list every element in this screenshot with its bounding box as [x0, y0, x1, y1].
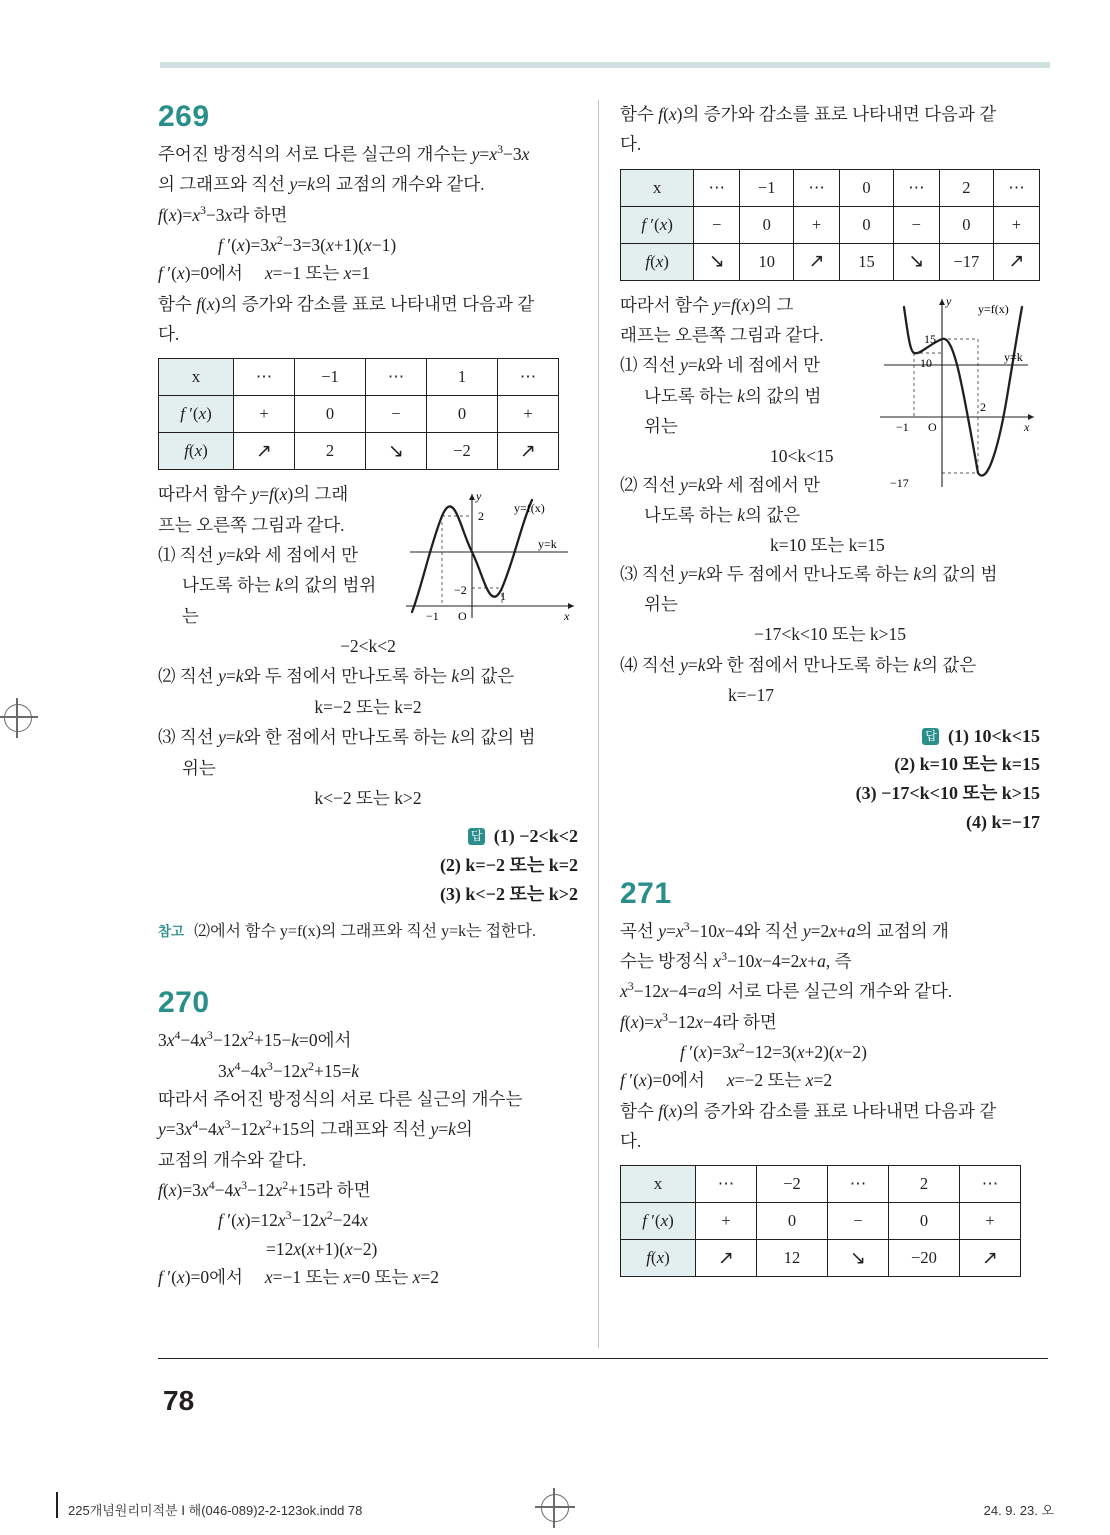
- cell: ⋯: [498, 359, 559, 396]
- svg-text:10: 10: [920, 355, 932, 370]
- p269-eq-item2: k=−2 또는 k=2: [314, 696, 422, 717]
- p269-item1b: 나도록 하는 k의 값의 범위: [182, 575, 377, 596]
- answer-row-270-2: [620, 750, 1040, 779]
- p269-item3b: 위는: [182, 757, 216, 778]
- cell: ⋯: [234, 359, 295, 396]
- cell: 0: [427, 396, 498, 433]
- p269-after1: 따라서 함수 y=f(x)의 그래: [158, 484, 349, 505]
- p270-line5: $f(x)=3x^4-4x^3-12x^2+15$라 하면: [158, 1178, 371, 1200]
- table-row: [621, 206, 1040, 243]
- answer-row-269-2: [158, 851, 578, 880]
- p270-line1: $3x^4-4x^3-12x^2+15-k=0$에서: [158, 1028, 352, 1051]
- table-row: [621, 1166, 1021, 1203]
- cell: 10: [740, 243, 794, 280]
- p269-eq-item3: k<−2 또는 k>2: [314, 787, 422, 808]
- cell: −1: [295, 359, 366, 396]
- answer-row-270-1: [620, 722, 1040, 751]
- p271-line5: f ′(x)=0에서 x=−2 또는 x=2: [620, 1070, 833, 1091]
- note-tag: 참고: [158, 923, 185, 939]
- cell: ⋯: [960, 1166, 1021, 1203]
- row-label-x: x: [621, 1166, 696, 1203]
- cell: ↘: [694, 243, 740, 280]
- answer-badge-icon: 답: [922, 728, 939, 745]
- p269-item1c: 는: [182, 605, 199, 626]
- table-row: [621, 1203, 1021, 1240]
- answer-row-270-4: [620, 808, 1040, 837]
- table-row: [621, 243, 1040, 280]
- cell: −17: [939, 243, 993, 280]
- p270-eq-item4: k=−17: [728, 685, 774, 706]
- cell: ⋯: [893, 169, 939, 206]
- cell: 0: [840, 169, 894, 206]
- table-row: [621, 169, 1040, 206]
- row-label-fprime: f ′(x): [159, 396, 234, 433]
- p269-eq1: f $'(x)=3x^2-3=3(x+1)(x-1)$: [218, 233, 397, 256]
- graph-269: [396, 486, 586, 631]
- cell: 2: [939, 169, 993, 206]
- footer-rule: [158, 1358, 1048, 1359]
- table-271: [620, 1165, 1021, 1277]
- svg-text:−17: −17: [890, 475, 909, 490]
- cell: −: [694, 206, 740, 243]
- cell: +: [498, 396, 559, 433]
- cell: ↘: [366, 433, 427, 470]
- table-row: [621, 1240, 1021, 1277]
- p269-eq-item1: −2<k<2: [340, 636, 396, 657]
- p270-item1: ⑴ 직선 y=k와 네 점에서 만: [620, 355, 821, 376]
- p270-eq-item1: 10<k<15: [770, 446, 834, 467]
- svg-text:y=k: y=k: [538, 537, 557, 552]
- cell: 0: [889, 1203, 960, 1240]
- p270-item1c: 위는: [644, 416, 678, 437]
- cell: ↗: [234, 433, 295, 470]
- p270-eq2: f $'(x)=12x^3-12x^2-24x$: [218, 1208, 368, 1231]
- table-270: [620, 169, 1040, 281]
- row-label-x: x: [621, 169, 694, 206]
- graph-270: [858, 291, 1048, 506]
- footer-filename: 225개념원리미적분 Ⅰ 해(046-089)2-2-123ok.indd 78: [68, 1503, 363, 1518]
- p269-line2: 의 그래프와 직선 y=k의 교점의 개수와 같다.: [158, 174, 485, 195]
- cell: ↘: [893, 243, 939, 280]
- cell: +: [794, 206, 840, 243]
- answer-text: (4) k=−17: [965, 811, 1040, 832]
- registration-mark-bottom: [541, 1494, 569, 1522]
- cell: 0: [740, 206, 794, 243]
- p269-item3: ⑶ 직선 y=k와 한 점에서 만나도록 하는 k의 값의 범: [158, 727, 536, 748]
- right-column: [620, 100, 1040, 1287]
- problem-number-271: 271: [620, 876, 672, 910]
- cell: +: [993, 206, 1039, 243]
- cell: −2: [427, 433, 498, 470]
- p270-eq-item3: −17<k<10 또는 k>15: [753, 624, 907, 645]
- cell: −20: [889, 1240, 960, 1277]
- svg-text:2: 2: [478, 509, 484, 524]
- problem-number-270: 270: [158, 986, 210, 1020]
- cell: ⋯: [696, 1166, 757, 1203]
- svg-text:2: 2: [980, 399, 986, 414]
- p270-line4: 교점의 개수와 같다.: [158, 1149, 307, 1170]
- answer-badge-icon: 답: [468, 828, 485, 845]
- cell: ↗: [993, 243, 1039, 280]
- svg-text:−2: −2: [454, 583, 467, 598]
- registration-mark-left: [4, 704, 32, 732]
- cell: ⋯: [828, 1166, 889, 1203]
- p271-line1: 곡선 $y=x^3-10x-4$와 직선 y=2x+a의 교점의 개: [620, 918, 949, 941]
- cell: 12: [757, 1240, 828, 1277]
- p270-item3: ⑶ 직선 y=k와 두 점에서 만나도록 하는 k의 값의 범: [620, 563, 998, 584]
- p269-line5: 함수 f(x)의 증가와 감소를 표로 나타내면 다음과 같: [158, 293, 535, 314]
- svg-text:y=f(x): y=f(x): [514, 501, 545, 516]
- p271-line2: 수는 방정식 $x^3-10x-4=2x+a$, 즉: [620, 949, 852, 972]
- cell: 0: [939, 206, 993, 243]
- cell: −1: [740, 169, 794, 206]
- p270-eq-item2: k=10 또는 k=15: [770, 535, 885, 556]
- table-269: [158, 358, 559, 470]
- answer-row-270-3: [620, 779, 1040, 808]
- p270-item3b: 위는: [644, 594, 678, 615]
- cell: −2: [757, 1166, 828, 1203]
- problem-number-269: 269: [158, 100, 210, 133]
- svg-text:y: y: [946, 293, 952, 308]
- p271-line7: 다.: [620, 1131, 642, 1152]
- p269-line1: 주어진 방정식의 서로 다른 실근의 개수는 $y=x^3-3x$: [158, 142, 530, 164]
- svg-text:y: y: [476, 489, 482, 504]
- p269-line6: 다.: [158, 324, 180, 345]
- cell: −: [366, 396, 427, 433]
- cell: ⋯: [366, 359, 427, 396]
- footer-date: 24. 9. 23. 오: [983, 1503, 1054, 1518]
- svg-text:O: O: [458, 609, 467, 624]
- header-rule: [160, 62, 1050, 68]
- left-column: [158, 100, 578, 1293]
- p270-item2b: 나도록 하는 k의 값은: [644, 505, 801, 526]
- answer-text: (2) k=10 또는 k=15: [894, 754, 1040, 775]
- svg-text:1: 1: [500, 589, 506, 604]
- p271-line3: $x^3-12x-4=a$의 서로 다른 실근의 개수와 같다.: [620, 979, 953, 1002]
- cell: 0: [757, 1203, 828, 1240]
- svg-text:−1: −1: [426, 609, 439, 624]
- cell: ↘: [828, 1240, 889, 1277]
- p271-line6: 함수 f(x)의 증가와 감소를 표로 나타내면 다음과 같: [620, 1100, 997, 1121]
- p270-item4: ⑷ 직선 y=k와 한 점에서 만나도록 하는 k의 값은: [620, 654, 977, 675]
- cell: 2: [295, 433, 366, 470]
- cell: ↗: [960, 1240, 1021, 1277]
- p270-item2: ⑵ 직선 y=k와 세 점에서 만: [620, 474, 821, 495]
- answer-row-269-3: [158, 880, 578, 909]
- page-number: 78: [163, 1385, 195, 1416]
- p271-eq1: f $'(x)=3x^2-12=3(x+2)(x-2)$: [680, 1040, 867, 1063]
- cell: 0: [840, 206, 894, 243]
- row-label-fprime: f ′(x): [621, 1203, 696, 1240]
- cell: 1: [427, 359, 498, 396]
- p269-line4: f ′(x)=0에서 x=−1 또는 x=1: [158, 263, 371, 284]
- p269-item1: ⑴ 직선 y=k와 세 점에서 만: [158, 545, 359, 566]
- svg-text:y=k: y=k: [1004, 349, 1023, 364]
- cell: −: [828, 1203, 889, 1240]
- answer-text: (1) −2<k<2: [493, 826, 578, 847]
- p270-line2: 따라서 주어진 방정식의 서로 다른 실근의 개수는: [158, 1088, 523, 1109]
- svg-text:15: 15: [924, 331, 936, 346]
- answer-text: (3) −17<k<10 또는 k>15: [855, 783, 1040, 804]
- p270-line8: 다.: [620, 134, 642, 155]
- cell: ⋯: [794, 169, 840, 206]
- answer-text: (3) k<−2 또는 k>2: [439, 883, 578, 904]
- table-row: [159, 396, 559, 433]
- cell: ⋯: [993, 169, 1039, 206]
- p270-after2: 래프는 오른쪽 그림과 같다.: [620, 325, 824, 346]
- cell: 15: [840, 243, 894, 280]
- cell: +: [234, 396, 295, 433]
- row-label-x: x: [159, 359, 234, 396]
- row-label-f: f(x): [621, 243, 694, 280]
- cell: 2: [889, 1166, 960, 1203]
- p270-item1b: 나도록 하는 k의 값의 범: [644, 385, 822, 406]
- p269-after2: 프는 오른쪽 그림과 같다.: [158, 514, 345, 535]
- row-label-fprime: f ′(x): [621, 206, 694, 243]
- p270-eq1: $3x^4-4x^3-12x^2+15=k$: [218, 1058, 359, 1081]
- cell: +: [960, 1203, 1021, 1240]
- svg-text:x: x: [1024, 419, 1030, 434]
- answer-row-269-1: [158, 822, 578, 851]
- column-divider: [598, 100, 599, 1348]
- cell: 0: [295, 396, 366, 433]
- footer-bar: [56, 1492, 58, 1518]
- answer-text: (1) 10<k<15: [947, 725, 1040, 746]
- svg-text:y=f(x): y=f(x): [978, 301, 1009, 316]
- row-label-f: f(x): [621, 1240, 696, 1277]
- svg-text:O: O: [928, 419, 937, 434]
- p270-after1: 따라서 함수 y=f(x)의 그: [620, 294, 794, 315]
- cell: −: [893, 206, 939, 243]
- p269-line3: $f(x)=x^3-3x$라 하면: [158, 202, 288, 225]
- svg-text:x: x: [564, 609, 570, 624]
- p270-eq3: =12x(x+1)(x−2): [266, 1238, 378, 1259]
- cell: ↗: [794, 243, 840, 280]
- cell: ⋯: [694, 169, 740, 206]
- table-row: [159, 433, 559, 470]
- p270-line6: f ′(x)=0에서 x=−1 또는 x=0 또는 x=2: [158, 1266, 440, 1287]
- svg-text:−1: −1: [896, 419, 909, 434]
- cell: ↗: [696, 1240, 757, 1277]
- p270-line3: $y=3x^4-4x^3-12x^2+15$의 그래프와 직선 y=k의: [158, 1117, 473, 1140]
- p269-item2: ⑵ 직선 y=k와 두 점에서 만나도록 하는 k의 값은: [158, 666, 515, 687]
- p270-line7: 함수 f(x)의 증가와 감소를 표로 나타내면 다음과 같: [620, 104, 997, 124]
- answer-text: (2) k=−2 또는 k=2: [439, 854, 578, 875]
- cell: ↗: [498, 433, 559, 470]
- row-label-f: f(x): [159, 433, 234, 470]
- table-row: [159, 359, 559, 396]
- note-text: ⑵에서 함수 y=f(x)의 그래프와 직선 y=k는 접한다.: [194, 922, 536, 940]
- p271-line4: $f(x)=x^3-12x-4$라 하면: [620, 1009, 777, 1032]
- cell: +: [696, 1203, 757, 1240]
- note-269: [158, 919, 578, 945]
